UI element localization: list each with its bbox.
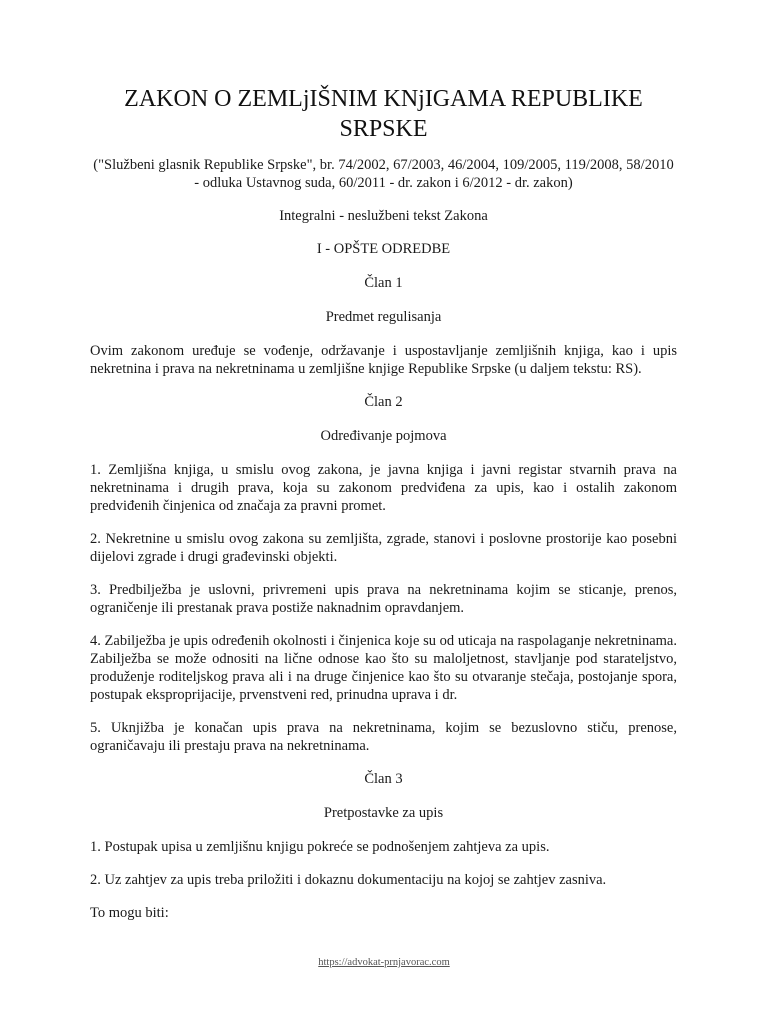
article-3-subtitle: Pretpostavke za upis (323, 805, 444, 821)
article-3-heading: Član 3 (364, 771, 403, 787)
article-1-subtitle: Predmet regulisanja (325, 309, 442, 325)
page-footer (0, 957, 768, 968)
document-page (90, 84, 677, 937)
article-2-paragraph-5: 5. Uknjižba je konačan upis prava na nekretninama, kojim se bezuslovno stiču, prenose, ograničavaju ili prestaju prava na nekretninama. (90, 720, 677, 754)
gazette-reference: ("Službeni glasnik Republike Srpske", br. 74/2002, 67/2003, 46/2004, 109/2005, 119/2008, 58/2010 - odluka Ustavnog suda, 60/2011 - dr. zakon i 6/2012 - dr. zakon) (93, 157, 674, 191)
article-3-paragraph-1: 1. Postupak upisa u zemljišnu knjigu pokreće se podnošenjem zahtjeva za upis. (90, 839, 550, 855)
document-title: ZAKON O ZEMLjIŠNIM KNjIGAMA REPUBLIKE SRPSKE (124, 86, 643, 142)
article-2-paragraph-1: 1. Zemljišna knjiga, u smislu ovog zakona, je javna knjiga i javni registar stvarnih prava na nekretninama i drugih prava, koja su zakonom predviđena za upis, kao i ostalih zakonom predviđenih činjenica od značaja za pravni promet. (90, 462, 677, 514)
intro-note: Integralni - neslužbeni tekst Zakona (279, 208, 488, 224)
article-1-heading: Član 1 (364, 275, 403, 291)
article-2-subtitle: Određivanje pojmova (320, 428, 447, 444)
article-3-paragraph-2: 2. Uz zahtjev za upis treba priložiti i dokaznu dokumentaciju na kojoj se zahtjev zasniva. (90, 872, 607, 888)
section-heading: I - OPŠTE ODREDBE (316, 241, 451, 257)
article-3-paragraph-3: To mogu biti: (90, 905, 169, 921)
article-2-paragraph-3: 3. Predbilježba je uslovni, privremeni upis prava na nekretninama kojim se sticanje, prenos, ograničenje ili prestanak prava postiže naknadnim opravdanjem. (90, 582, 677, 616)
article-2-paragraph-2: 2. Nekretnine u smislu ovog zakona su zemljišta, zgrade, stanovi i poslovne prostorije kao posebni dijelovi zgrade i drugi građevinski objekti. (90, 531, 677, 565)
footer-link[interactable]: https://advokat-prnjavorac.com (318, 957, 450, 968)
article-1-paragraph-1: Ovim zakonom uređuje se vođenje, održavanje i uspostavljanje zemljišnih knjiga, kao i upis nekretnina i prava na nekretninama u zemljišne knjige Republike Srpske (u daljem tekstu: RS). (90, 343, 677, 377)
article-2-heading: Član 2 (364, 394, 403, 410)
article-2-paragraph-4: 4. Zabilježba je upis određenih okolnosti i činjenica koje su od uticaja na raspolaganje nekretninama. Zabilježba se može odnositi na lične odnose kao što su maloljetnost, stavljanje pod starateljstvo, produženje roditeljskog prava ali i na druge činjenice kao što su otvaranje stečaja, postojanje spora, postupak eksproprijacije, prvenstveni red, prinudna uprava i dr. (90, 633, 677, 703)
